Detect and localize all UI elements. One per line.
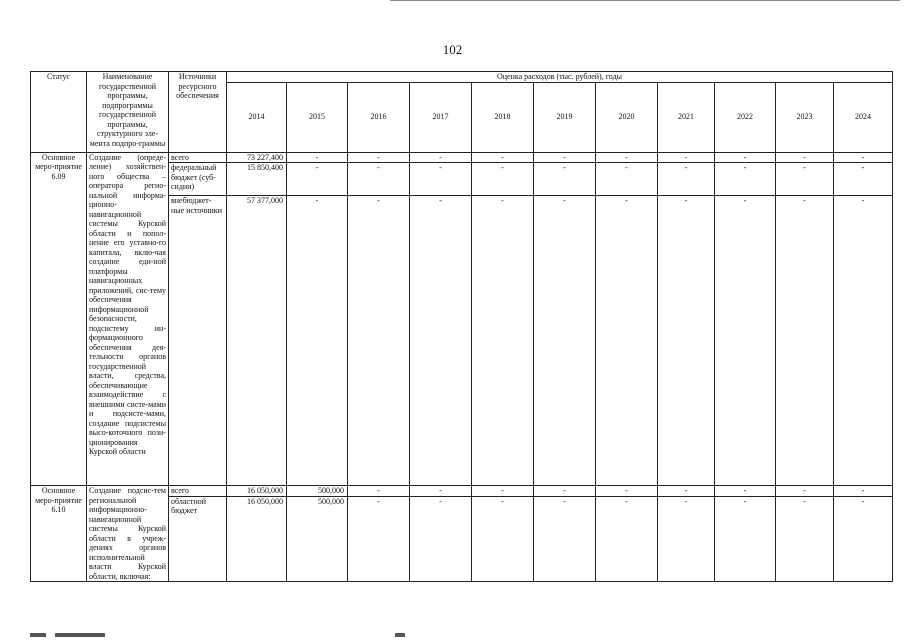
amount-cell: - bbox=[410, 496, 472, 581]
amount-cell: - bbox=[348, 163, 410, 196]
funding-source: всего bbox=[169, 152, 227, 163]
amount-cell: - bbox=[715, 152, 776, 163]
amount-cell: 15 850,400 bbox=[227, 163, 287, 196]
amount-cell: - bbox=[534, 196, 596, 486]
header-year: 2021 bbox=[658, 82, 715, 152]
amount-cell: - bbox=[715, 196, 776, 486]
amount-cell: - bbox=[472, 152, 534, 163]
funding-source: областной бюджет bbox=[169, 496, 227, 581]
amount-cell: - bbox=[834, 486, 893, 497]
header-year: 2018 bbox=[472, 82, 534, 152]
header-year: 2017 bbox=[410, 82, 472, 152]
amount-cell: - bbox=[776, 196, 834, 486]
scan-artifact bbox=[55, 633, 105, 637]
amount-cell: - bbox=[348, 152, 410, 163]
header-year: 2014 bbox=[227, 82, 287, 152]
measure-status: Основное меро-приятие 6.10 bbox=[31, 486, 87, 582]
amount-cell: - bbox=[658, 486, 715, 497]
amount-cell: - bbox=[348, 486, 410, 497]
header-status: Статус bbox=[31, 72, 87, 153]
amount-cell: 73 227,400 bbox=[227, 152, 287, 163]
header-sources: Источники ресурсного обеспечения bbox=[169, 72, 227, 153]
amount-cell: - bbox=[834, 152, 893, 163]
amount-cell: - bbox=[534, 152, 596, 163]
amount-cell: 16 050,000 bbox=[227, 496, 287, 581]
table-row bbox=[31, 152, 893, 163]
amount-cell: - bbox=[834, 163, 893, 196]
header-year: 2016 bbox=[348, 82, 410, 152]
amount-cell: - bbox=[472, 196, 534, 486]
measure-name: Создание (опреде-ление) хозяйствен-ного общества – оператора регио-нальной информа-ционно-навигационной системы Курской области и попол-нение его уставно-го капитала, вклю-чая создание еди-ной платформы навигационных приложений, сис-тему обеспечения информационной безопасности, подсистему ин-формационного обеспечения дея-тельности органов государственной власти, средства, обеспечивающие взаимодействие с внешними систе-мами и подсисте-мами, создание подсистемы высо-коточного пози-ционирования Курской области bbox=[87, 152, 169, 486]
amount-cell: - bbox=[348, 496, 410, 581]
amount-cell: 500,000 bbox=[287, 486, 348, 497]
amount-cell: - bbox=[287, 196, 348, 486]
amount-cell: - bbox=[410, 152, 472, 163]
amount-cell: - bbox=[715, 486, 776, 497]
amount-cell: - bbox=[715, 163, 776, 196]
measure-status: Основное меро-приятие 6.09 bbox=[31, 152, 87, 486]
amount-cell: - bbox=[410, 196, 472, 486]
amount-cell: - bbox=[596, 486, 658, 497]
amount-cell: - bbox=[658, 496, 715, 581]
scan-artifact bbox=[395, 633, 405, 637]
header-year: 2024 bbox=[834, 82, 893, 152]
amount-cell: 16 050,000 bbox=[227, 486, 287, 497]
amount-cell: - bbox=[776, 152, 834, 163]
header-name: Наименование государственной программы, подпрограммы государственной программы, структурного эле-мента подпро-граммы bbox=[87, 72, 169, 153]
funding-source: всего bbox=[169, 486, 227, 497]
header-year: 2019 bbox=[534, 82, 596, 152]
amount-cell: - bbox=[776, 486, 834, 497]
amount-cell: - bbox=[658, 152, 715, 163]
top-scan-line bbox=[390, 0, 900, 1]
amount-cell: 57 377,000 bbox=[227, 196, 287, 486]
amount-cell: - bbox=[287, 163, 348, 196]
amount-cell: - bbox=[834, 196, 893, 486]
amount-cell: - bbox=[534, 496, 596, 581]
amount-cell: - bbox=[776, 163, 834, 196]
amount-cell: - bbox=[287, 152, 348, 163]
header-year: 2022 bbox=[715, 82, 776, 152]
amount-cell: - bbox=[596, 196, 658, 486]
amount-cell: - bbox=[776, 496, 834, 581]
amount-cell: - bbox=[596, 496, 658, 581]
funding-source: федеральный бюджет (суб-сидии) bbox=[169, 163, 227, 196]
page-number: 102 bbox=[442, 42, 463, 57]
amount-cell: - bbox=[834, 496, 893, 581]
amount-cell: - bbox=[658, 196, 715, 486]
amount-cell: - bbox=[410, 163, 472, 196]
header-costs: Оценка расходов (тыс. рублей), годы bbox=[227, 72, 893, 83]
funding-source: внебюджет-ные источники bbox=[169, 196, 227, 486]
amount-cell: - bbox=[596, 152, 658, 163]
amount-cell: - bbox=[472, 486, 534, 497]
amount-cell: - bbox=[534, 486, 596, 497]
amount-cell: - bbox=[596, 163, 658, 196]
measure-name: Создание подсис-тем региональной информационно-навигационной системы Курской области в учреж-дениях органов исполнительной власти Курской области, включая: bbox=[87, 486, 169, 582]
amount-cell: 500,000 bbox=[287, 496, 348, 581]
amount-cell: - bbox=[658, 163, 715, 196]
amount-cell: - bbox=[410, 486, 472, 497]
expenses-table bbox=[30, 71, 893, 582]
header-year: 2020 bbox=[596, 82, 658, 152]
amount-cell: - bbox=[472, 496, 534, 581]
amount-cell: - bbox=[534, 163, 596, 196]
amount-cell: - bbox=[715, 496, 776, 581]
header-year: 2023 bbox=[776, 82, 834, 152]
scan-artifact bbox=[30, 633, 46, 637]
header-year: 2015 bbox=[287, 82, 348, 152]
table-row bbox=[31, 486, 893, 497]
amount-cell: - bbox=[348, 196, 410, 486]
amount-cell: - bbox=[472, 163, 534, 196]
